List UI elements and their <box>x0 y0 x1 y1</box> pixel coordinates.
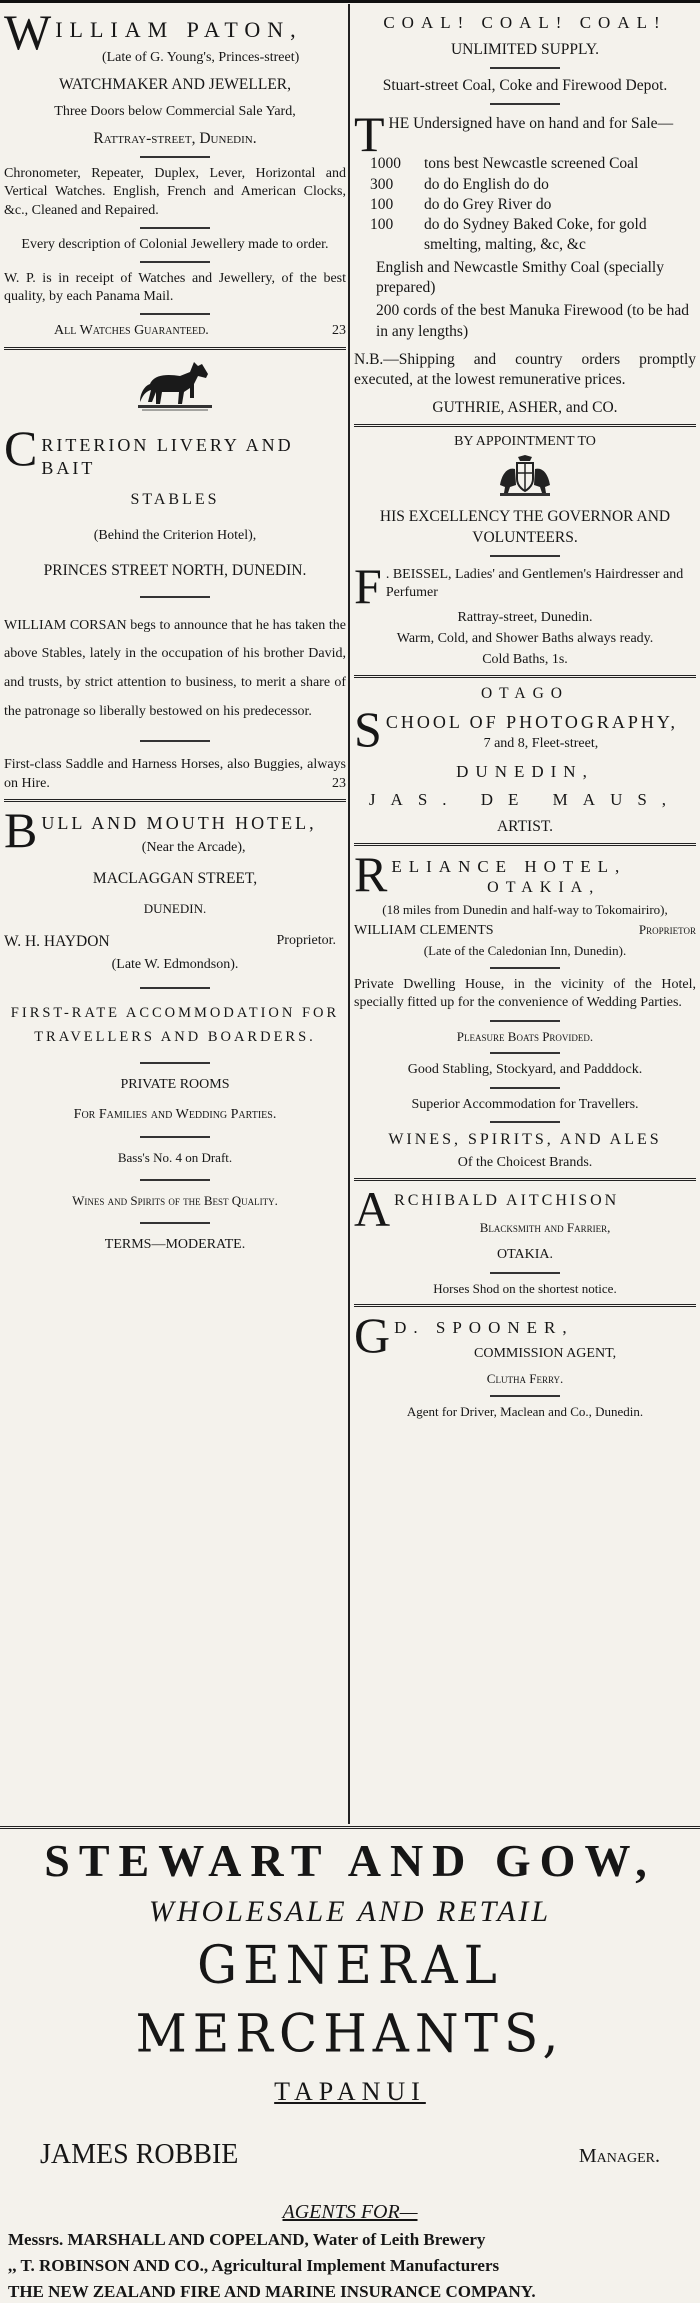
left-column <box>4 4 346 1824</box>
bull-divider-5 <box>140 1222 210 1224</box>
aitchison-place: OTAKIA. <box>496 1247 554 1263</box>
coal-advert <box>354 12 696 418</box>
bull-divider-2 <box>140 1062 210 1064</box>
paton-late: (Late of G. Young's, Princes-street) <box>101 49 300 65</box>
criterion-divider-2 <box>140 740 210 742</box>
bull-advert <box>4 808 346 1255</box>
criterion-addr: PRINCES STREET NORTH, DUNEDIN. <box>43 562 307 580</box>
coal-items <box>370 154 696 255</box>
right-column <box>354 4 696 1824</box>
beissel-drop-cap: F <box>354 563 382 606</box>
coal-intro: HE Undersigned have on hand and for Sale— <box>388 115 674 133</box>
right-separator-2 <box>354 675 696 678</box>
criterion-drop-cap: C <box>4 425 38 476</box>
paton-body1: Chronometer, Repeater, Duplex, Lever, Horizontal and Vertical Watches. English, French and American Clocks, &c., Cleaned and Repaired. <box>4 166 346 218</box>
stewart-place: TAPANUI <box>274 2076 426 2106</box>
bull-town: DUNEDIN. <box>143 901 207 917</box>
reliance-stabling: Good Stabling, Stockyard, and Padddock. <box>407 1062 643 1078</box>
reliance-late: (Late of the Caledonian Inn, Dunedin). <box>423 943 627 959</box>
left-separator-1 <box>4 347 346 350</box>
beissel-desc: . BEISSEL, Ladies' and Gentlemen's Hairdresser and Perfumer <box>385 566 684 600</box>
criterion-num: 23 <box>332 775 346 791</box>
reliance-title2: OTAKIA, <box>487 879 601 897</box>
bull-wines: Wines and Spirits of the Best Quality. <box>72 1193 278 1209</box>
coal-firm: GUTHRIE, ASHER, and CO. <box>432 398 618 416</box>
bull-late: (Late W. Edmondson). <box>111 957 239 973</box>
paton-divider-3 <box>140 261 210 263</box>
reliance-prop-row <box>354 922 696 940</box>
bull-bass: Bass's No. 4 on Draft. <box>117 1150 233 1166</box>
reliance-advert <box>354 852 696 1171</box>
spooner-drop-cap: G <box>354 1312 391 1363</box>
paton-body2: Every description of Colonial Jewellery made to order. <box>21 236 329 252</box>
reliance-prop-label: Proprietor <box>638 922 696 938</box>
reliance-divider-1 <box>490 967 560 969</box>
reliance-superior: Superior Accommodation for Travellers. <box>411 1096 639 1112</box>
stewart-agent-line3: THE NEW ZEALAND FIRE AND MARINE INSURANCE COMPANY. <box>8 2282 536 2302</box>
paton-num: 23 <box>332 323 346 339</box>
spooner-divider <box>490 1395 560 1397</box>
paton-addr1: Three Doors below Commercial Sale Yard, <box>54 103 296 119</box>
left-separator-2 <box>4 799 346 802</box>
bull-street: MACLAGGAN STREET, <box>92 870 258 888</box>
right-separator-3 <box>354 843 696 846</box>
paton-divider-1 <box>140 156 210 158</box>
coal-depot: Stuart-street Coal, Coke and Firewood Depot. <box>382 77 668 95</box>
stewart-agent-line2: ,, T. ROBINSON AND CO., Agricultural Implement Manufacturers <box>8 2256 500 2276</box>
coal-nb: N.B.—Shipping and country orders promptly executed, at the lowest remunerative prices. <box>354 350 696 388</box>
criterion-footer-text: First-class Saddle and Harness Horses, also Buggies, always on Hire. <box>4 757 346 791</box>
aitchison-trade: Blacksmith and Farrier, <box>479 1219 611 1235</box>
beissel-excellency: HIS EXCELLENCY THE GOVERNOR AND VOLUNTEERS. <box>379 508 671 546</box>
horse-illustration <box>4 358 346 420</box>
criterion-title1: RITERION LIVERY AND BAIT <box>41 434 294 479</box>
aitchison-divider <box>490 1272 560 1274</box>
reliance-divider-3 <box>490 1052 560 1054</box>
stewart-title: STEWART AND GOW, <box>44 1835 656 1886</box>
right-separator-4 <box>354 1178 696 1181</box>
reliance-boats: Pleasure Boats Provided. <box>456 1028 594 1044</box>
coal-item-desc: do do Sydney Baked Coke, for gold smelting, malting, &c, &c <box>424 215 647 253</box>
bull-divider-4 <box>140 1179 210 1181</box>
bull-drop-cap: B <box>4 807 38 858</box>
spooner-name: D. SPOONER, <box>394 1317 574 1337</box>
beissel-addr: Rattray-street, Dunedin. <box>457 609 593 625</box>
bull-accom: FIRST-RATE ACCOMMODATION FOR TRAVELLERS AND BOARDERS. <box>10 1004 340 1046</box>
coal-item-qty: 100 <box>370 215 394 233</box>
spooner-agent: COMMISSION AGENT, <box>474 1345 617 1361</box>
spooner-advert <box>354 1313 696 1421</box>
bull-prop-row <box>4 932 346 952</box>
coal-divider-2 <box>490 103 560 105</box>
coal-drop-cap: T <box>354 112 385 155</box>
reliance-wines: WINES, SPIRITS, AND ALES <box>388 1130 662 1148</box>
photo-school: CHOOL OF PHOTOGRAPHY, <box>385 712 679 733</box>
stewart-manager-label: Manager. <box>578 2144 660 2167</box>
bull-prop-label: Proprietor. <box>276 933 336 949</box>
reliance-divider-5 <box>490 1121 560 1123</box>
beissel-divider-1 <box>490 555 560 557</box>
photo-advert <box>354 684 696 837</box>
photo-fleet: 7 and 8, Fleet-street, <box>483 735 599 751</box>
stewart-agent-line1: Messrs. MARSHALL AND COPELAND, Water of Leith Brewery <box>8 2230 486 2250</box>
coal-item-desc: do do English do do <box>424 175 549 193</box>
beissel-baths: Warm, Cold, and Shower Baths always ready. <box>396 630 654 646</box>
spooner-place: Clutha Ferry. <box>486 1370 564 1386</box>
beissel-advert <box>354 433 696 669</box>
bull-divider-1 <box>140 987 210 989</box>
reliance-prop-name: WILLIAM CLEMENTS <box>354 923 494 939</box>
coal-item-desc: do do Grey River do <box>424 195 552 213</box>
criterion-footer <box>4 756 346 792</box>
stewart-manager-name: JAMES ROBBIE <box>40 2138 239 2170</box>
paton-divider-2 <box>140 227 210 229</box>
bull-prop-name: W. H. HAYDON <box>4 933 110 951</box>
bull-divider-3 <box>140 1136 210 1138</box>
reliance-divider-2 <box>490 1020 560 1022</box>
right-separator-5 <box>354 1304 696 1307</box>
paton-name: ILLIAM PATON, <box>55 17 303 42</box>
coal-cords: 200 cords of the best Manuka Firewood (to be had in any lengths) <box>376 302 689 340</box>
bull-terms: TERMS—MODERATE. <box>104 1237 246 1253</box>
coal-item-qty: 1000 <box>370 155 401 173</box>
bull-private: PRIVATE ROOMS <box>120 1076 230 1092</box>
paton-addr2: Rattray-street, Dunedin. <box>93 130 257 148</box>
photo-dunedin: DUNEDIN, <box>456 761 594 781</box>
paton-advert <box>4 10 346 341</box>
bull-families: For Families and Wedding Parties. <box>73 1107 277 1123</box>
coal-item-qty: 300 <box>370 175 394 193</box>
photo-drop-cap: S <box>354 707 382 753</box>
aitchison-name: RCHIBALD AITCHISON <box>394 1191 620 1209</box>
reliance-drop-cap: R <box>354 852 388 900</box>
criterion-body: WILLIAM CORSAN begs to announce that he has taken the above Stables, lately in the occupation of his brother David, and trusts, by strict attention to business, to merit a share of the patronage so liberally bestowed on his predecessor. <box>4 617 346 719</box>
criterion-divider-1 <box>140 596 210 598</box>
stewart-general: GENERAL MERCHANTS, <box>135 1934 565 2064</box>
coal-smithy: English and Newcastle Smithy Coal (specially prepared) <box>376 259 664 297</box>
stewart-gow-advert <box>0 1826 700 2302</box>
reliance-choicest: Of the Choicest Brands. <box>457 1154 593 1170</box>
aitchison-advert <box>354 1187 696 1298</box>
paton-guarantee-row <box>4 322 346 340</box>
column-divider <box>348 4 350 1824</box>
coal-head: COAL! COAL! COAL! <box>383 13 667 32</box>
reliance-title1: ELIANCE HOTEL, <box>391 857 627 877</box>
paton-guarantee: All Watches Guaranteed. <box>54 323 209 339</box>
royal-arms <box>354 455 696 503</box>
reliance-miles: (18 miles from Dunedin and half-way to Tokomairiro), <box>382 902 668 918</box>
paton-drop-cap: W <box>4 10 52 60</box>
bull-title: ULL AND MOUTH HOTEL, <box>41 812 317 833</box>
stewart-sub: WHOLESALE AND RETAIL <box>148 1894 552 1928</box>
coal-item-qty: 100 <box>370 195 394 213</box>
coal-item-desc: tons best Newcastle screened Coal <box>424 155 639 173</box>
reliance-private: Private Dwelling House, in the vicinity of the Hotel, specially fitted up for the convenience of Wedding Parties. <box>354 977 696 1011</box>
stewart-agents: AGENTS FOR— <box>282 2201 418 2224</box>
photo-otago: OTAGO <box>480 685 569 703</box>
right-separator-1 <box>354 424 696 427</box>
horse-icon <box>136 358 214 414</box>
reliance-divider-4 <box>490 1087 560 1089</box>
stewart-manager-row <box>0 2137 700 2173</box>
beissel-cold: Cold Baths, 1s. <box>482 652 568 668</box>
paton-trade: WATCHMAKER AND JEWELLER, <box>58 75 292 93</box>
advert-columns <box>0 4 700 1824</box>
criterion-behind: (Behind the Criterion Hotel), <box>93 528 257 544</box>
aitchison-drop-cap: A <box>354 1186 391 1237</box>
paton-divider-4 <box>140 313 210 315</box>
criterion-title2: STABLES <box>130 491 220 509</box>
photo-artist: ARTIST. <box>496 818 554 836</box>
spooner-agentfor: Agent for Driver, Maclean and Co., Dunedin. <box>406 1403 644 1419</box>
aitchison-horses: Horses Shod on the shortest notice. <box>433 1280 617 1296</box>
coal-divider-1 <box>490 67 560 69</box>
bull-near: (Near the Arcade), <box>141 840 246 856</box>
photo-artist-name: JAS. DE MAUS, <box>368 790 682 810</box>
criterion-advert <box>4 358 346 793</box>
beissel-appoint: BY APPOINTMENT TO <box>454 434 596 450</box>
coal-supply: UNLIMITED SUPPLY. <box>450 41 599 59</box>
bottom-separator <box>0 1826 700 1829</box>
top-rule <box>0 0 700 3</box>
paton-body3: W. P. is in receipt of Watches and Jewellery, of the best quality, by each Panama Mail. <box>4 271 346 305</box>
coat-of-arms-icon <box>496 455 554 497</box>
